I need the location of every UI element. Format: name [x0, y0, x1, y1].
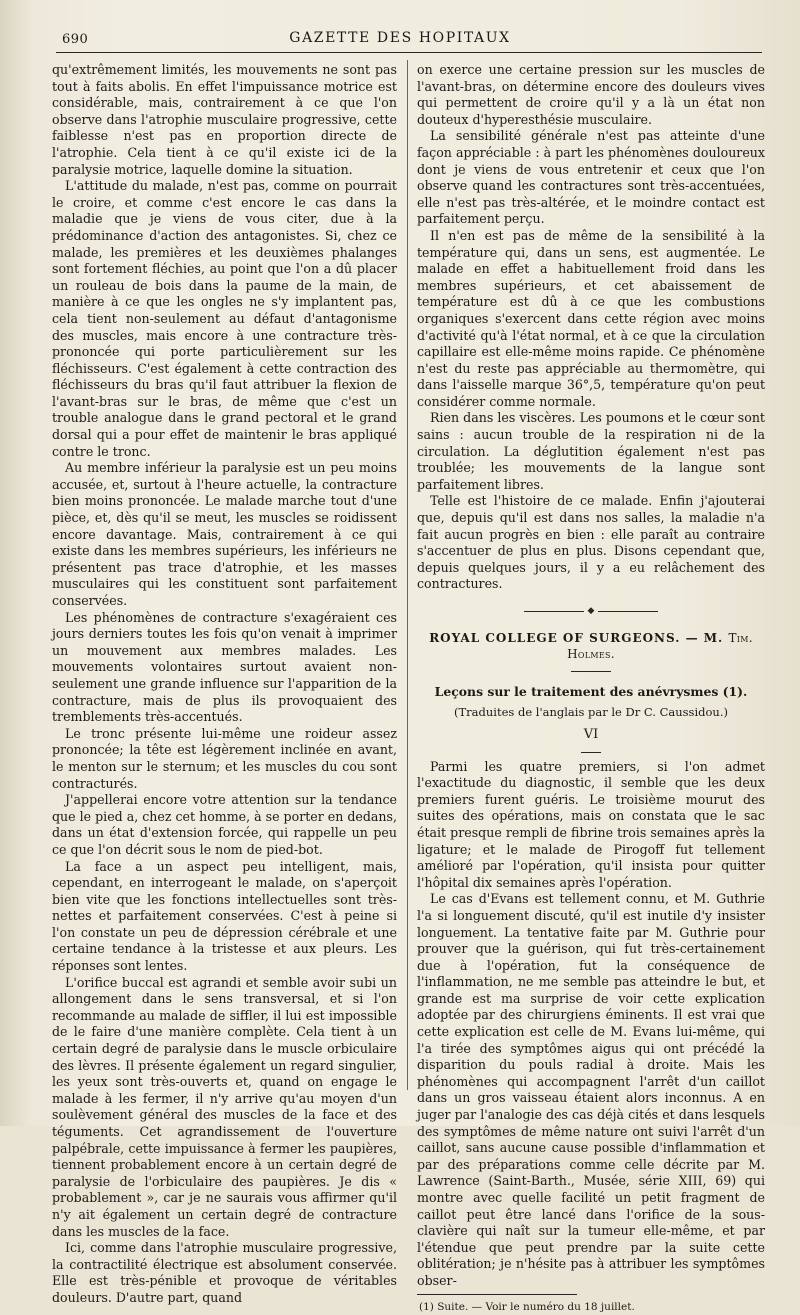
translation-note: (Traduites de l'anglais par le Dr C. Caussidou.) [454, 705, 728, 720]
paragraph: on exerce une certaine pression sur les muscles de l'avant-bras, on détermine encore des douleurs vives qui permettent de croire qu'il y a là un état non douteux d'hyperesthésie musculaire. [417, 62, 765, 127]
running-head: GAZETTE DES HOPITAUX [289, 30, 511, 46]
footnote: (1) Suite. — Voir le numéro du 18 juillet. [419, 1300, 635, 1313]
footnote-rule [417, 1294, 577, 1295]
section-heading [417, 630, 765, 663]
paragraph: Au membre inférieur la paralysie est un peu moins accusée, et, surtout à l'heure actuelle, la contracture bien moins prononcée. Le malade marche tout d'une pièce, et, dès qu'il se meut, les muscles se roidissent encore davantage. Mais, contrairement à ce qui existe dans les membres supérieurs, les inférieurs ne présentent pas trace d'atrophie, et les masses musculaires qui les constituent sont parfaitement conservées. [52, 460, 397, 608]
paragraph: qu'extrêmement limités, les mouvements ne sont pas tout à faits abolis. En effet l'impuissance motrice est considérable, mais, contrairement à ce que l'on observe dans l'atrophie musculaire progressive, cette faiblesse n'est pas en proportion directe de l'atrophie. Cela tient à ce qu'il existe ici de la paralysie motrice, laquelle domine la situation. [52, 62, 397, 177]
paragraph: Le cas d'Evans est tellement connu, et M. Guthrie l'a si longuement discuté, qu'il est inutile d'y insister longuement. La tentative faite par M. Guthrie pour prouver que la guérison, qui fut très-certainement due à l'opération, fut la conséquence de l'inflammation, ne me semble pas atteindre le but, et grande est ma surprise de voir cette explication adoptée par des chirurgiens éminents. Il est vrai que cette explication est celle de M. Evans lui-même, qui l'a tirée des symptômes aigus qui ont précédé la disparition du pouls radial à droite. Mais les phénomènes qui accompagnent l'arrêt d'un caillot dans un gros vaisseau étaient alors inconnus. A en juger par l'analogie des cas déjà cités et dans lesquels des symptômes de même nature ont suivi l'arrêt d'un caillot, sans aucune cause possible d'inflammation et par des préparations comme celle décrite par M. Lawrence (Saint-Barth., Musée, série XIII, 69) qui montre avec quelle facilité un petit fragment de caillot peut être lancé dans l'orifice de la sous-clavière qui naît sur la tumeur elle-même, et par l'étendue que peut prendre par la suite cette oblitération; je n'hésite pas à attribuer les symptômes obser- [417, 891, 765, 1288]
paragraph: Rien dans les viscères. Les poumons et le cœur sont sains : aucun trouble de la respiration ni de la circulation. La déglutition également n'est pas troublée; les mouvements de la langue sont parfaitement libres. [417, 410, 765, 492]
column-divider [407, 60, 408, 1090]
left-column [52, 62, 397, 1307]
lecture-number-rule [581, 752, 601, 753]
paragraph: Il n'en est pas de même de la sensibilité à la température qui, dans un sens, est augmentée. Le malade en effet a habituellement froid dans les membres supérieurs, et cet abaissement de température est dû à ce que les combustions organiques s'exercent dans cette région avec moins d'activité qu'à l'état normal, et à ce que la circulation capillaire est elle-même moins rapide. Ce phénomène n'est du reste pas appréciable au thermomètre, qui dans l'aisselle marque 36°,5, température qu'on peut considérer comme normale. [417, 227, 765, 409]
paragraph: Telle est l'histoire de ce malade. Enfin j'ajouterai que, depuis qu'il est dans nos salles, la maladie n'a fait aucun progrès en bien : elle paraît au contraire s'accentuer de plus en plus. Disons cependant que, depuis quelques jours, il y a eu relâchement des contractures. [417, 493, 765, 592]
page-header [0, 18, 800, 54]
lecture-title: Leçons sur le traitement des anévrysmes (1). [434, 683, 748, 699]
paragraph: L'attitude du malade, n'est pas, comme on pourrait le croire, et comme c'est encore le cas dans la maladie que je viens de vous citer, due à la prédominance d'action des antagonistes. Si, chez ce malade, les premières et les deuxièmes phalanges sont fortement fléchies, au point que l'on a dû placer un rouleau de bois dans la paume de la main, de manière à ce que les ongles ne s'y implantent pas, cela tient non-seulement au défaut d'antagonisme des muscles, mais encore à une contracture très-prononcée qui porte particulièrement sur les fléchisseurs. C'est également à cette contraction des fléchisseurs du bras qu'il faut attribuer la flexion de l'avant-bras sur le bras, de même que c'est un trouble analogue dans le grand pectoral et le grand dorsal qui a pour effet de maintenir le bras appliqué contre le tronc. [52, 178, 397, 459]
paragraph: Parmi les quatre premiers, si l'on admet l'exactitude du diagnostic, il semble que les deux premiers furent guéris. Le troisième mourut des suites des opérations, mais on constata que le sac était presque rempli de fibrine trois semaines après la ligature; et le malade de Pirogoff fut tellement amélioré par l'opération, qu'il insista pour quitter l'hôpital dix semaines après l'opération. [417, 758, 765, 890]
paragraph: Le tronc présente lui-même une roideur assez prononcée; la tête est légèrement inclinée en avant, le menton sur le sternum; et les muscles du cou sont contracturés. [52, 725, 397, 791]
paragraph: Ici, comme dans l'atrophie musculaire progressive, la contractilité électrique est absolument conservée. Elle est très-pénible et provoque de véritables douleurs. D'autre part, quand [52, 1240, 397, 1305]
right-column [417, 62, 765, 1315]
section-author: Tim. Holmes. [567, 630, 753, 662]
paragraph: L'orifice buccal est agrandi et semble avoir subi un allongement dans le sens transversal, et si l'on recommande au malade de siffler, il lui est impossible de le faire d'une manière complète. Cela tient à un certain degré de paralysie dans le muscle orbiculaire des lèvres. Il présente également un regard singulier, les yeux sont très-ouverts et, quand on engage le malade à les fermer, il n'y arrive qu'au moyen d'un soulèvement général des muscles de la face et des téguments. Cet agrandissement de l'ouverture palpébrale, cette impuissance à fermer les paupières, tiennent probablement encore à un certain degré de paralysie de l'orbiculaire des paupières. Je dis « probablement », car je ne saurais vous affirmer qu'il n'y ait également un certain degré de contracture dans les muscles de la face. [52, 974, 397, 1239]
paragraph: Les phénomènes de contracture s'exagéraient ces jours derniers toutes les fois qu'on venait à imprimer un mouvement aux membres malades. Les mouvements volontaires surtout avaient non-seulement une grande influence sur l'apparition de la contracture, mais de plus ils provoquaient des tremblements très-accentués. [52, 609, 397, 725]
page-number: 690 [62, 32, 89, 47]
header-rule [56, 52, 762, 53]
section-separator: ◆ [417, 603, 765, 620]
paragraph: La sensibilité générale n'est pas atteinte d'une façon appréciable : à part les phénomènes douloureux dont je viens de vous entretenir et ceux que l'on observe quand les contractures sont très-accentuées, elle n'est pas très-altérée, et le moindre contact est parfaitement perçu. [417, 128, 765, 227]
paragraph: La face a un aspect peu intelligent, mais, cependant, en interrogeant le malade, on s'aperçoit bien vite que les fonctions intellectuelles sont très-nettes et parfaitement conservées. C'est à peine si l'on constate un peu de dépression cérébrale et une certaine tendance à la tristesse et aux pleurs. Les réponses sont lentes. [52, 858, 397, 974]
lecture-number: VI [583, 726, 599, 742]
section-heading-text: ROYAL COLLEGE OF SURGEONS. — M. [429, 630, 724, 645]
paragraph: J'appellerai encore votre attention sur la tendance que le pied a, chez cet homme, à se porter en dedans, dans un état d'extension forcée, qui rappelle un peu ce que l'on décrit sous le nom de pied-bot. [52, 792, 397, 857]
heading-rule [571, 671, 611, 672]
